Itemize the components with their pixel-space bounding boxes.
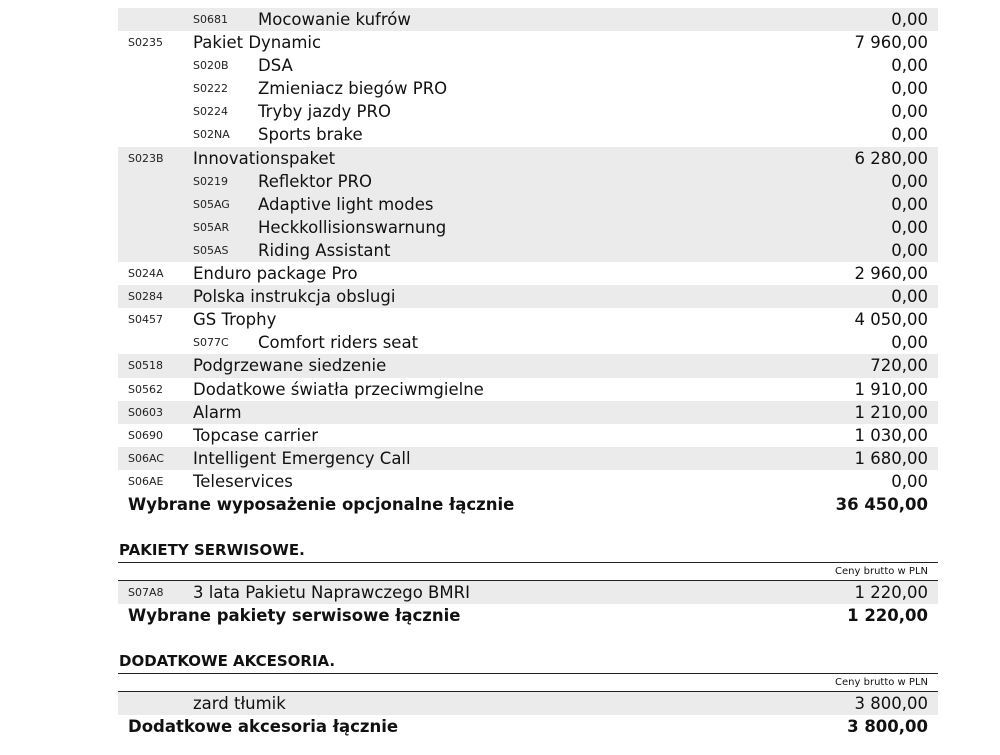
- option-price: 2 960,00: [854, 264, 928, 284]
- list-subitem: [118, 331, 938, 354]
- service-packages-section: [118, 538, 938, 627]
- option-price: 0,00: [891, 333, 928, 353]
- total-label: Wybrane pakiety serwisowe łącznie: [128, 606, 461, 626]
- accessories-section: [118, 649, 938, 738]
- total-label: Dodatkowe akcesoria łącznie: [128, 717, 399, 737]
- option-code: S0235: [128, 36, 163, 50]
- list-subitem: [118, 100, 938, 123]
- option-label: Alarm: [193, 402, 242, 422]
- option-code: S0219: [193, 174, 228, 188]
- list-item: [118, 285, 938, 308]
- option-label: Sports brake: [258, 125, 363, 145]
- option-code: S0518: [128, 359, 163, 373]
- list-subitem: [118, 8, 938, 31]
- option-price: 1 210,00: [854, 402, 928, 422]
- option-label: Adaptive light modes: [258, 194, 434, 214]
- option-price: 0,00: [891, 240, 928, 260]
- option-code: S0681: [193, 13, 228, 26]
- option-code: S05AS: [193, 243, 229, 257]
- option-price: 0,00: [891, 171, 928, 191]
- option-label: Riding Assistant: [258, 240, 391, 260]
- option-code: S023B: [128, 151, 164, 165]
- option-code: S0224: [193, 105, 228, 119]
- option-price: 0,00: [891, 56, 928, 76]
- option-price: 0,00: [891, 217, 928, 237]
- option-code: S06AE: [128, 474, 164, 488]
- option-price: 720,00: [870, 356, 928, 376]
- option-label: Topcase carrier: [193, 425, 318, 445]
- list-item: [118, 581, 938, 604]
- total-label: Wybrane wyposażenie opcjonalne łącznie: [128, 494, 515, 514]
- list-item: [118, 308, 938, 331]
- total-price: 3 800,00: [847, 717, 928, 737]
- list-item: [118, 262, 938, 285]
- section-title: PAKIETY SERWISOWE.: [118, 538, 938, 563]
- option-price: 0,00: [891, 102, 928, 122]
- option-label: GS Trophy: [193, 310, 277, 330]
- option-price: 4 050,00: [854, 310, 928, 330]
- option-price: 3 800,00: [854, 694, 928, 713]
- list-subitem: [118, 123, 938, 146]
- option-label: Teleservices: [193, 471, 293, 491]
- option-code: S05AR: [193, 220, 230, 234]
- list-subitem: [118, 216, 938, 239]
- option-code: S077C: [193, 336, 229, 350]
- option-price: 1 220,00: [854, 583, 928, 602]
- list-subitem: [118, 239, 938, 262]
- section-title: DODATKOWE AKCESORIA.: [118, 649, 938, 674]
- total-price: 1 220,00: [847, 606, 928, 626]
- option-label: Zmieniacz biegów PRO: [258, 79, 448, 99]
- option-code: S05AG: [193, 197, 230, 211]
- option-label: Innovationspaket: [193, 148, 336, 168]
- options-list: [118, 8, 938, 516]
- list-item: [118, 147, 938, 170]
- option-label: Podgrzewane siedzenie: [193, 356, 387, 376]
- price-column-header: Ceny brutto w PLN: [118, 674, 938, 692]
- list-item: [118, 470, 938, 493]
- option-label: Polska instrukcja obslugi: [193, 287, 396, 307]
- option-price: 1 030,00: [854, 425, 928, 445]
- total-price: 36 450,00: [835, 494, 928, 514]
- option-price: 0,00: [891, 194, 928, 214]
- option-label: Comfort riders seat: [258, 333, 419, 353]
- option-code: S07A8: [128, 586, 164, 599]
- list-item: [118, 31, 938, 54]
- list-subitem: [118, 170, 938, 193]
- option-label: Reflektor PRO: [258, 171, 372, 191]
- options-total-row: [118, 493, 938, 516]
- option-price: 0,00: [891, 10, 928, 29]
- option-price: 0,00: [891, 125, 928, 145]
- option-code: S0603: [128, 405, 163, 419]
- option-label: Mocowanie kufrów: [258, 10, 411, 29]
- option-label: Pakiet Dynamic: [193, 33, 322, 53]
- option-label: Heckkollisionswarnung: [258, 217, 447, 237]
- list-subitem: [118, 193, 938, 216]
- option-price: 0,00: [891, 79, 928, 99]
- option-code: S0562: [128, 382, 163, 396]
- option-code: S0457: [128, 313, 163, 327]
- option-label: Intelligent Emergency Call: [193, 448, 411, 468]
- option-code: S02NA: [193, 128, 230, 142]
- option-code: S0222: [193, 82, 228, 96]
- list-subitem: [118, 54, 938, 77]
- option-label: Tryby jazdy PRO: [258, 102, 391, 122]
- option-price: 1 910,00: [854, 379, 928, 399]
- option-price: 1 680,00: [854, 448, 928, 468]
- list-item: [118, 692, 938, 715]
- option-label: Enduro package Pro: [193, 264, 358, 284]
- list-item: [118, 378, 938, 401]
- option-label: 3 lata Pakietu Naprawczego BMRI: [193, 583, 470, 602]
- list-item: [118, 424, 938, 447]
- option-code: S024A: [128, 267, 164, 281]
- option-code: S020B: [193, 59, 229, 73]
- option-label: zard tłumik: [193, 694, 286, 713]
- option-code: S0284: [128, 290, 163, 304]
- section-total-row: [118, 715, 938, 738]
- option-label: DSA: [258, 56, 293, 76]
- list-subitem: [118, 77, 938, 100]
- option-label: Dodatkowe światła przeciwmgielne: [193, 379, 484, 399]
- list-item: [118, 401, 938, 424]
- option-price: 0,00: [891, 471, 928, 491]
- option-price: 6 280,00: [854, 148, 928, 168]
- list-item: [118, 447, 938, 470]
- price-column-header: Ceny brutto w PLN: [118, 563, 938, 581]
- option-code: S06AC: [128, 451, 164, 465]
- option-price: 0,00: [891, 287, 928, 307]
- section-total-row: [118, 604, 938, 627]
- list-item: [118, 354, 938, 377]
- option-price: 7 960,00: [854, 33, 928, 53]
- option-code: S0690: [128, 428, 163, 442]
